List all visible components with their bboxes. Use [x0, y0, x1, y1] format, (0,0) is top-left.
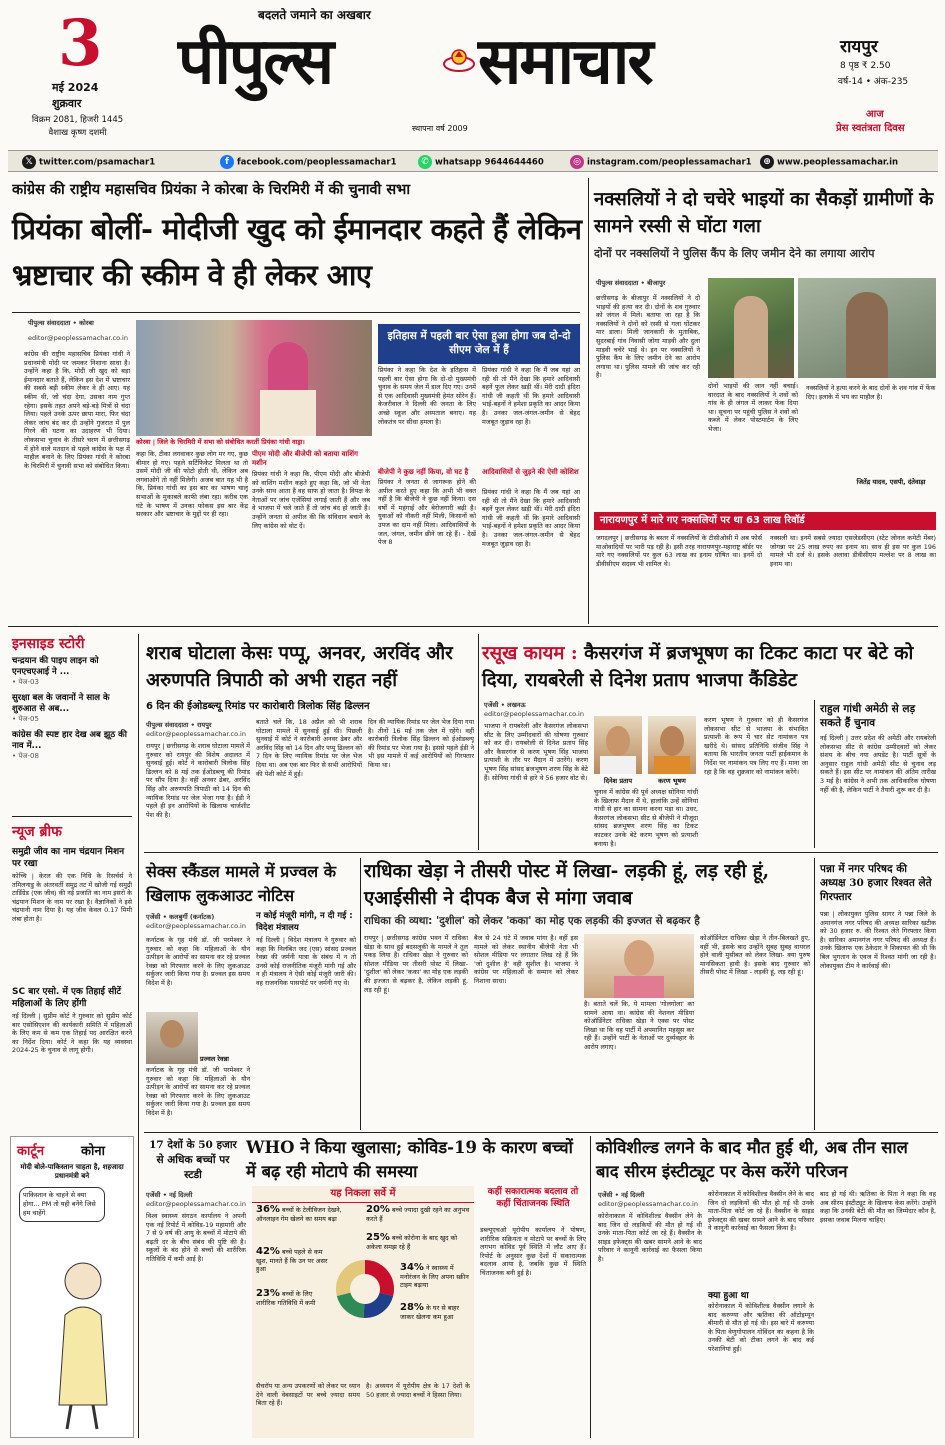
panna-body: पन्ना | लोकायुक्त पुलिस सागर ने पन्ना जिले के अमानगंज नगर परिषद की अध्यक्ष सारिका खटीक को 30 हजार रु. की रिश्वत लेते गिरफ्तार किया है। सारिका अमानगंज नगर परिषद की अध्यक्ष हैं। उनके खिलाफ एक ठेकेदार ने शिकायत की थी कि बिल भुगतान के एवज में रिश्वत मांगी जा रही है। लोकायुक्त टीम ने कार्रवाई की।: [820, 910, 936, 970]
naxal-byline: पीपुल्स संवाददाता • बीजापुर: [596, 279, 666, 287]
brij-photo-1-caption: दिनेश प्रताप: [603, 777, 633, 785]
prajwal-side-head: न कोई मंजूरी मांगी, न दी गई : विदेश मंत्रालय: [256, 911, 353, 933]
instagram-icon: ◎: [570, 155, 584, 169]
lead-body-col5: प्रियंका गांधी ने कहा कि मैं जब यहां आ रही थी तो मैंने देखा कि हमारे आदिवासी बहनें फूल लेकर खड़ी थीं। मेरी दादी इंदिरा गांधी जी कहती थीं कि हमारे आदिवासी भाई-बहनों ने हमेशा प्रकृति का आदर किया है। उनका जल-जंगल-जमीन से बेहद मजबूत जुड़ाव रहा है।: [482, 366, 580, 426]
brij-headline-block: [482, 640, 936, 694]
survey-stat: [256, 1290, 330, 1307]
panna-headline: पन्ना में नगर परिषद की अध्यक्ष 30 हजार रिश्वत लेते गिरफ्तार: [820, 863, 932, 903]
weekday: शुक्रवार: [52, 97, 82, 110]
podium: [260, 390, 316, 436]
founded: स्थापना वर्ष 2009: [412, 124, 468, 133]
covishield-headline: कोविशील्ड लगने के बाद मौत हुई थी, अब तीन साल बाद सीरम इंस्टीट्यूट पर केस करेंगे परिजन: [596, 1138, 908, 1181]
health-box-head: कहीं सकारात्मक बदलाव तो कहीं चिंताजनक स्थिति: [487, 1187, 579, 1209]
website-url: www.peoplessamachar.in: [776, 157, 899, 168]
naxal-body-col2: दोनों भाइयों की जान नहीं बचाई। वारदात के बाद नक्सलियों ने शवों को गांव के ही जंगल में लाकर फेंक दिया था। सूचना पर पहुंची पुलिस ने शवों को कब्जे में लेकर पोस्टमार्टम के लिए भेजा।: [708, 382, 798, 433]
instagram-handle: instagram.com/peoplessamachar1: [586, 157, 752, 168]
social-bar: [8, 150, 938, 172]
brij-headline: कैसरगंज में ब्रजभूषण का टिकट काटा पर बेटे को दिया, रायबरेली से दिनेश प्रताप भाजपा कैंडिडेट: [482, 643, 914, 691]
samvat: विक्रम 2081, हिजरी 1445: [31, 115, 124, 125]
lead-subhead: पीएम मोदी और बीजेपी को बताया वाशिंग मशीन: [252, 450, 358, 467]
radhika-body-col3: है। बताते चलें कि, ये मामला 'गोलगोला' का सामने आया था। कांग्रेस की नेशनल मीडिया कोऑर्डिनेटर राधिका खेड़ा ने एक्स पर पोस्ट लिखा था कि वह पार्टी में अपमानित महसूस कर रही हैं। उन्होंने पार्टी के नेताओं पर दुर्व्यवहार के आरोप लगाए।: [584, 1000, 694, 1051]
radhika-body-col4: कोऑर्डिनेटर राधिका खेड़ा ने तीन-बिलखते हुए, वहीं भी, इसके बाद उन्होंने सुबह सुबह वायरल होने वाली मुसीबत को लेकर लिखा- क्या पुरुष मानसिकता हावी है। इसके बाद गुरुवार को तीसरी पोस्ट में लिखा - लड़की हूं, लड़ रही हूं।: [700, 934, 810, 977]
brief-1-body: कोच्चि | केरल की एक निधि के रिसर्चर्स ने तमिलनाडु के अंतरवर्ती समुद्र तट में खोजी गई समुद्री टार्डिग्रेड (एक जीव) की नई प्रजाति का नाम इसरो के चंद्रयान मिशन के नाम पर रखा है। वैज्ञानिकों ने इसे चंद्रयानी नाम दिया है। यह जीव केवल 0.17 मिमी लंबा होता है।: [12, 872, 132, 923]
victim-figure-1: [734, 296, 768, 378]
news-brief-label: न्यूज ब्रीफ: [12, 824, 62, 840]
survey-stat: [256, 1206, 356, 1223]
title-right: समाचार: [478, 24, 652, 99]
inside-story-title: चन्द्रयान की पाइप लाइन को एनएचएआई ने ...: [12, 656, 99, 677]
twitter-handle: twitter.com/psamachar1: [38, 157, 156, 168]
volume: वर्ष-14 • अंक-235: [838, 77, 909, 87]
instagram-link[interactable]: [570, 155, 752, 169]
naxal-photo-2: [798, 278, 936, 378]
brief-2-head: SC बार एसो. में एक तिहाई सीटें महिलाओं के लिए होंगी: [12, 987, 122, 1009]
cartoon-corner: कोना: [81, 1144, 105, 1159]
today-label: आज: [866, 109, 884, 120]
survey-stat-text: ने स्वास्थ्य में मनोरंजन के लिए अपना स्क्रीन टाइम बढ़ाया: [400, 1264, 469, 1289]
brij-body-col2: चुनाव में कांग्रेस की पूर्व अध्यक्ष सोनिया गांधी के खिलाफ मैदान में थे, हालांकि उन्हें सोनिया गांधी से हार का सामना करना पड़ा था। उधर, कैसरगंज लोकसभा सीट से बीजेपी ने मौजूदा सांसद ब्रजभूषण शरण सिंह का टिकट काटकर उनके बेटे करण भूषण को प्रत्याशी बनाया है।: [594, 788, 698, 848]
inside-story-item[interactable]: [12, 730, 132, 761]
survey-stat-pct: 23%: [256, 1288, 280, 1299]
candidate-face-1: [606, 726, 630, 756]
brief-1-head: समुद्री जीव का नाम चंद्रयान मिशन पर रखा: [12, 847, 125, 869]
lead-subhead-2: बीजेपी ने कुछ नहीं किया, वो घट है: [378, 468, 469, 476]
prajwal-body-col2: नई दिल्ली | विदेश मंत्रालय ने गुरुवार को कहा कि निलंबित जद (एस) सांसद प्रज्वल रेवन्ना की जर्मनी यात्रा के संबंध में न तो उनसे कोई राजनीतिक मंजूरी मांगी गई और न ही मंत्रालय ने ऐसी कोई मंजूरी जारी की। वह राजनयिक पासपोर्ट पर जर्मनी गए थे।: [256, 936, 356, 987]
liquor-headline: शराब घोटाला केसः पप्पू, अनवर, अरविंद और अरुणपति त्रिपाठी को अभी राहत नहीं: [146, 643, 453, 691]
rahul-side-body: नई दिल्ली | उत्तर प्रदेश की अमेठी और रायबरेली लोकसभा सीट से कांग्रेस उम्मीदवारों को लेकर संशय के बीच नया अपडेट है। पार्टी सूत्रों के अनुसार राहुल गांधी अमेठी सीट से चुनाव लड़ सकते हैं। इस सीट पर नामांकन की अंतिम तारीख 3 मई है। कांग्रेस ने अभी तक आधिकारिक घोषणा नहीं की है, लेकिन पार्टी ने तैयारी शुरू कर दी है।: [820, 734, 936, 794]
covishield-body-col2: कोरोनाकाल में कोविशील्ड वैक्सीन लगाने के बाद करुण्या और ऋतिका की ऑटोइम्यून बीमारी से मौत हो गई थी। इस बारे में करुण्या के पिता वेणुगोपालन गोविंदन का कहना है कि उनकी बेटी को टीका लगने के बाद कई परेशानियां हुईं।: [708, 1302, 814, 1353]
prajwal-body-col1b: कर्नाटक के गृह मंत्री डॉ. जी परमेश्वर ने गुरुवार को कहा कि महिलाओं के यौन उत्पीड़न के आरोपों का सामना कर रहे प्रज्वल रेवन्ना को गिरफ्तार करने के लिए लुकआउट सर्कुलर जारी किया गया है। प्रज्वल इस समय विदेश में है।: [146, 1066, 250, 1117]
day-number: 3: [58, 6, 103, 81]
naxal-strip-body: जगदलपुर | छत्तीसगढ़ के बस्तर में नक्सलियों के टीसीओसी में अब फोर्स माओवादियों पर भारी पड़ रही है। इसी तरह नारायणपुर-महाराष्ट्र बॉर्डर पर मारे गए नक्सलियों पर कुल 63 लाख का इनाम घोषित था। इनमें दो डीवीसीएम सदस्य भी शामिल थे।: [596, 534, 762, 568]
prajwal-email: editor@peoplessamachar.co.in: [146, 922, 246, 930]
naxal-side-caption: नक्सलियों ने हत्या करने के बाद दोनों के शव गांव में फेंक दिए। इलाके में भय का माहौल है।: [806, 384, 936, 401]
lead-body-col4: प्रियंका ने जनता से जागरूक होने की अपील करते हुए कहा कि अभी भी वक्त नहीं है कि बीजेपी ने कुछ नहीं किया। दस वर्षों में महंगाई और बेरोजगारी बढ़ी है। युवाओं को नौकरी नहीं मिली, किसानों को उपज का दाम नहीं मिला। आदिवासियों के जल, जंगल, जमीन छीने जा रहे हैं। - देखें पेज 8: [378, 478, 476, 547]
brij-photo-2: [648, 716, 696, 774]
lead-body-col6: प्रियंका गांधी ने कहा कि मैं जब यहां आ रही थी तो मैंने देखा कि हमारे आदिवासी बहनें फूल लेकर खड़ी थीं। मेरी दादी इंदिरा गांधी जी कहती थीं कि हमारे आदिवासी भाई-बहनों ने हमेशा प्रकृति का आदर किया है। उनका जल-जंगल-जमीन से बेहद मजबूत जुड़ाव रहा है।: [482, 488, 580, 548]
inside-story-page: • पेज-05: [12, 715, 39, 723]
survey-stat-text: बच्चे ज्यादा दुखी रहने का अनुभव करते हैं: [366, 1206, 470, 1223]
whatsapp-link[interactable]: [418, 155, 544, 169]
inside-story-title: कांग्रेस की स्पष्ट हार देख अब झूठ की नाव में...: [12, 730, 127, 751]
health-box: [480, 1186, 586, 1438]
brij-body-col3: करण भूषण ने गुरुवार को ही कैसरगंज लोकसभा सीट से भाजपा के संभावित प्रत्याशी के रूप में चार सेट नामांकन पत्र खरीदे थे। सांसद प्रतिनिधि संजीव सिंह ने बताया कि भारतीय जनता पार्टी हाईकमान के निर्देश पर नामांकन पत्र लिए गए हैं। माना जा रहा है कि वह शुक्रवार को नामांकन करेंगे।: [704, 716, 808, 776]
prajwal-photo: [146, 1012, 198, 1064]
candidate-body-1: [600, 756, 636, 774]
today-event: प्रेस स्वतंत्रता दिवस: [836, 123, 905, 134]
victim-figure-2: [846, 292, 888, 378]
cartoon-label: कार्टून: [17, 1144, 45, 1159]
website-link[interactable]: [760, 155, 898, 169]
lead-email: editor@peoplessamachar.co.in: [28, 334, 128, 342]
prajwal-body-col1: कर्नाटक के गृह मंत्री डॉ. जी परमेश्वर ने गुरुवार को कहा कि महिलाओं के यौन उत्पीड़न के आरोपों का सामना कर रहे प्रज्वल रेवन्ना को गिरफ्तार करने के लिए लुकआउट सर्कुलर जारी किया गया है। प्रज्वल इस समय विदेश में है।: [146, 936, 250, 987]
radhika-headline: राधिका खेड़ा ने तीसरी पोस्ट में लिखा- लड़की हूं, लड़ रही हूं, एआईसीसी ने दीपक बैज से मांगा जवाब: [364, 861, 770, 909]
survey-stat-pct: 25%: [366, 1232, 390, 1243]
inside-story-label: इनसाइड स्टोरी: [12, 636, 85, 652]
brij-photo-2-caption: करण भूषण: [658, 777, 686, 785]
lead-body-col1: कांग्रेस की राष्ट्रीय महासचिव प्रियंका गांधी ने प्रधानमंत्री मोदी पर जमकर निशाना साधा है। उन्होंने कहा है कि, मोदी जी खुद को बड़ा ईमानदार बताते हैं, लेकिन इस देश में भ्रष्टाचार की सबसे बड़ी स्कीम लेकर वे ही आए। यह स्कीम थी, जो चंदा देगा, उसका नाम गुप्त रहेगा। इसके तहत अपने बड़े-बड़े मित्रों से चंदा लिया। पहले उनके ऊपर छापा मारा, फिर चंदा लेकर जांच बंद कर दी उन्होंने गुजरात में पुल गिरने की घटना का उदाहरण भी दिया। लोकसभा चुनाव के तीसरे चरण में छत्तीसगढ़ में होने वाले मतदान से पहले कांग्रेस के पक्ष में माहौल बनाने के लिए प्रियंका गांधी ने कोरबा के चिरमिरी में चुनावी सभा को संबोधित किया।: [24, 350, 130, 470]
facebook-handle: facebook.com/peoplessamachar1: [236, 157, 397, 168]
whatsapp-number: whatsapp 9644644460: [434, 157, 544, 168]
brij-byline: एजेंसी • लखनऊ: [484, 701, 526, 709]
survey-stat: [256, 1248, 330, 1274]
liquor-deck: 6 दिन की ईओडब्ल्यू रिमांड पर कारोबारी त्रिलोक सिंह ढिल्लन: [146, 701, 370, 712]
covishield-body-col1: कोरोनाकाल में कोविशील्ड वैक्सीन लेने के बाद जिन दो लड़कियों की मौत हो गई थी उनके माता-पिता कोर्ट जा रहे हैं। वैक्सीन के साइड इफेक्ट्स की खबर सामने आने के बाद परिवार ने कानूनी कार्रवाई का फैसला किया है।: [598, 1212, 702, 1263]
lead-byline: पीपुल्स संवाददाता • कोरबा: [28, 319, 94, 327]
liquor-email: editor@peoplessamachar.co.in: [146, 730, 246, 738]
naxal-headline: नक्सलियों ने दो चचेरे भाइयों का सैकड़ों ग्रामीणों के सामने रस्सी से घोंटा गला: [594, 189, 934, 237]
radhika-body: [614, 976, 664, 998]
who-body: विश्व स्वास्थ्य संगठन कार्यालय ने अपनी एक नई रिपोर्ट में कोविड-19 महामारी और 7 से 9 वर्ष की आयु के बच्चों में मोटापे की बढ़ती दर के बीच संबंध की पुष्टि की है। स्कूलों के बंद होने से बच्चों की शारीरिक गतिविधि में कमी आई है।: [146, 1212, 246, 1263]
inside-story-item[interactable]: [12, 693, 132, 724]
rahul-side-head: राहुल गांधी अमेठी से लड़ सकते हैं चुनाव: [820, 703, 916, 729]
survey-note: सैचरॉप या अन्य उपकरणों को लेकर पर ध्यान देने वाली वेबसाइटों पर बच्चे ज्यादा समय बिता रहे हैं।: [256, 1382, 360, 1408]
brief-2-body: नई दिल्ली | सुप्रीम कोर्ट ने गुरुवार को सुप्रीम कोर्ट बार एसोसिएशन की कार्यकारी समिति में महिलाओं के लिए कम से कम एक तिहाई पद आरक्षित करने का निर्देश दिया। कोर्ट ने कहा कि यह व्यवस्था 2024-25 के चुनाव से लागू होगी।: [12, 1012, 132, 1055]
survey-stat-text: बच्चों के लिए शारीरिक गतिविधि में कमी: [256, 1290, 316, 1307]
radhika-face: [624, 940, 654, 976]
who-email: editor@peoplessamachar.co.in: [146, 1200, 246, 1208]
lead-subhead-3: आदिवासियों से जुड़ने की ऐसी कोशिश: [482, 468, 579, 476]
facebook-link[interactable]: [220, 155, 397, 169]
lead-body-col2: कहा कि, टीका लगवाकर कुछ लोग मर गए, कुछ बीमार हो गए। पहले सर्टिफिकेट मिलता था तो उसमें मोदी जी की फोटो होती थी, लेकिन अब लगवाओगे तो नहीं मिलेगी। अजब बात यह भी है कि, प्रियंका गांधी का इस बार का भाषण चालू सभाओं के मुकाबले काफी लंबा रहा। करीब एक घंटे के भाषण में उनका फोकस इस बार केंद्र सरकार और भ्रष्टाचार के मुद्दों पर ही रहा।: [136, 450, 248, 519]
survey-stat: [400, 1304, 470, 1321]
inside-story-item[interactable]: [12, 656, 132, 687]
health-box-body: डब्ल्यूएचओ यूरोपीय कार्यालय ने पोषण, शारीरिक सक्रियता व मोटापे पर बच्चों के लिए लगभग कोविड पूर्व स्थिति में लौट आए हैं। रिपोर्ट के अनुसार कुछ देशों में सकारात्मक बदलाव आया है, जबकि कुछ में स्थिति चिंताजनक बनी हुई है।: [480, 1226, 586, 1277]
who-byline: एजेंसी • नई दिल्ली: [146, 1191, 193, 1199]
lead-photo: [136, 320, 372, 436]
cartoon-speech: मोदी बोले-पाकिस्तान चाहता है, शहजादा प्रधानमंत्री बने: [20, 1163, 124, 1180]
pages-price: 8 पृष्ठ ₹ 2.50: [840, 61, 891, 71]
whatsapp-icon: ✆: [418, 155, 432, 169]
lead-kicker: कांग्रेस की राष्ट्रीय महासचिव प्रियंका ने कोरबा के चिरमिरी में की चुनावी सभा: [12, 182, 411, 198]
naxal-strip-body-2: नक्सली था। इनमें सबसे ज्यादा एसजेडसीएम (स्टेट जोनल कमेटी मेंबर) जोगन्ना पर 25 लाख रुपए का इनाम था। साथ ही इस पर कुल 196 मामले भी दर्ज थे। इसके अलावा डीवीसीएम मल्लेश पर 8 लाख का इनाम था।: [770, 534, 936, 568]
inside-story-page: • पेज-03: [12, 678, 39, 686]
survey-stat-text: बच्चे पहले से कम खुश, मानते हैं कि उन पर असर हुआ: [256, 1248, 328, 1273]
liquor-body-col3: दिन की न्यायिक रिमांड पर जेल भेज दिया गया है। तीनों 16 मई तक जेल में रहेंगे। वहीं कारोबारी त्रिलोक सिंह ढिल्लन को ईओडब्ल्यू की रिमांड पर भेजा गया है। इससे पहले ईडी ने भी इस मामले में कई आरोपियों को गिरफ्तार किया था।: [368, 718, 474, 769]
survey-stat-pct: 28%: [400, 1302, 424, 1313]
liquor-body-col1: रायपुर | छत्तीसगढ़ के शराब घोटाला मामले में गुरुवार को रायपुर की विशेष अदालत में सुनवाई हुई। कोर्ट ने कारोबारी त्रिलोक सिंह ढिल्लन को 8 मई तक ईओडब्ल्यू की रिमांड पर सौंप दिया है। वहीं अनवर ढेबर, अरविंद सिंह और अरुणपति त्रिपाठी को 14 दिन की न्यायिक रिमांड पर जेल भेजा गया है। ईडी ने पहले ही इन आरोपियों के खिलाफ चार्जशीट पेश की है।: [146, 742, 250, 819]
who-side-head: 17 देशों के 50 हजार से अधिक बच्चों पर स्टडी: [149, 1139, 237, 1181]
brij-kicker: रसूख कायम :: [482, 643, 578, 664]
prajwal-face: [160, 1020, 184, 1048]
covishield-body-col3: बाद हो गई थी। ऋतिका के पिता ने कहा कि वह अब सीरम इंस्टीट्यूट के खिलाफ केस करेंगे। उन्होंने कहा कि उनकी बेटी की मौत का जिम्मेदार कौन है, इसका जवाब मिलना चाहिए।: [820, 1190, 936, 1224]
liquor-body-col2: बताते चलें कि, 18 अप्रैल को भी शराब घोटाला मामले में सुनवाई हुई थी। पिछली सुनवाई में कोर्ट ने कारोबारी अनवर ढेबर और अरविंद सिंह को 14 दिन और पप्पू ढिल्लन को 7 दिन के लिए न्यायिक रिमांड पर जेल भेज दिया था। अब एक बार फिर से सभी आरोपियों की पेशी कोर्ट में हुई।: [256, 718, 362, 778]
naxal-body-col1: छत्तीसगढ़ के बीजापुर में नक्सलियों ने दो भाइयों की हत्या कर दी। दोनों के शव गुरुवार को जंगल में मिले। बताया जा रहा है कि नक्सलियों ने दोनों को रस्सी से गला घोंटकर मार डाला। मिली जानकारी के मुताबिक, सुदरबाई गांव निवासी जोगा माड़वी और दुला माड़वी चचेरे भाई थे। इन पर नक्सलियों ने पुलिस कैंप के लिए जमीन देने का आरोप लगाया था। पुलिस मामले की जांच कर रही है।: [596, 294, 700, 380]
lead-inset-body: प्रियंका ने कहा कि देश के इतिहास में पहली बार ऐसा होगा कि दो-दो मुख्यमंत्री चुनाव के समय जेल में डाल दिए गए। उनमें से एक आदिवासी मुख्यमंत्री हेमंत सोरेन हैं। केजरीवाल ने दिल्ली की जनता के लिए अच्छे स्कूल और अस्पताल बनाए। यह लोकतंत्र पर सीधा हमला है।: [378, 366, 476, 426]
tagline: बदलते जमाने का अखबार: [258, 8, 371, 22]
naxal-strip-head: नारायणपुर में मारे गए नक्सलियों पर था 63 लाख रिवॉर्ड: [594, 512, 936, 530]
survey-stat-text: के घर से बाहर जाकर खेलना कम हुआ: [400, 1304, 460, 1321]
covishield-body-col2-top: कोरोनाकाल में कोविशील्ड वैक्सीन लेने के बाद जिन दो लड़कियों की मौत हो गई थी उनके माता-पिता कोर्ट जा रहे हैं। वैक्सीन के साइड इफेक्ट्स की खबर सामने आने के बाद परिवार ने कानूनी कार्रवाई का फैसला किया है।: [708, 1190, 814, 1233]
survey-stat-pct: 36%: [256, 1204, 280, 1215]
liquor-byline: पीपुल्स संवाददाता • रायपुर: [146, 721, 212, 729]
month-year: मई 2024: [52, 81, 99, 94]
survey-stat: [400, 1264, 470, 1290]
survey-stat-text: बच्चों के टेलीविजन देखने, ऑनलाइन गेम खेलने का समय बढ़ा: [256, 1206, 342, 1223]
naxal-side-signature: जितेंद्र यादव, एसपी, दंतेवाड़ा: [856, 478, 926, 486]
naxal-photo-1: [708, 278, 794, 378]
twitter-icon: 𝕏: [22, 155, 36, 169]
hindu-date: वैशाख कृष्ण दशमी: [48, 128, 107, 138]
survey-stat: [366, 1234, 470, 1251]
cartoon-bubble: पाकिस्तान के चाहने से क्या होगा... PM तो यही बनेंगे जिसे हम चाहेंगे: [19, 1187, 105, 1222]
survey-note-2: है। अध्ययन में यूरोपीय क्षेत्र के 17 देशों के 50 हजार से ज्यादा बच्चों ने हिस्सा लिया।: [366, 1382, 470, 1399]
city: रायपुर: [840, 37, 878, 57]
who-headline: WHO ने किया खुलासा; कोविड-19 के कारण बच्चों में बढ़ रही मोटापे की समस्या: [246, 1138, 573, 1181]
cartoon-box: [10, 1136, 134, 1438]
prajwal-photo-caption: प्रज्वल रेवन्ना: [200, 1055, 229, 1063]
radhika-body-col1: रायपुर | छत्तीसगढ़ कांग्रेस भवन में राधिका खेड़ा के साथ हुई बदसलूकी के मामले ने तूल पकड़ लिया है। राधिका खेड़ा ने गुरुवार को सोशल मीडिया पर तीसरी पोस्ट में लिखा- 'दुशील' को लेकर 'कका' का मोह एक लड़की की इज्जत से बढ़कर है, लेकिन लड़की हूं, लड़ रही हूं।: [364, 934, 468, 994]
inside-story-title: सुरक्षा बल के जवानों ने साल के शुरुआत से अब...: [12, 693, 110, 714]
title-left: पीपुल्स: [178, 24, 333, 99]
lead-photo-caption: कोरबा | जिले के चिरमिरी में सभा को संबोधित करतीं प्रियंका गांधी वाड्रा।: [136, 438, 305, 446]
survey-box: [252, 1186, 474, 1438]
survey-stat-pct: 34%: [400, 1262, 424, 1273]
globe-icon: ⊕: [760, 155, 774, 169]
survey-stat-text: बच्चे कोरोना के बाद खुद को अकेला समझ रहे हैं: [366, 1234, 458, 1251]
twitter-link[interactable]: [22, 155, 155, 169]
radhika-deck: राधिका की व्यथा: 'दुशील' को लेकर 'कका' का मोह एक लड़की की इज्जत से बढ़कर है: [364, 915, 700, 927]
prajwal-headline: सेक्स स्कैंडल मामले में प्रज्वल के खिलाफ लुकआउट नोटिस: [146, 862, 337, 905]
masthead: [0, 0, 945, 148]
prajwal-byline: एजेंसी • कलबुर्गी (कर्नाटक): [146, 913, 215, 921]
cartoon-figure: [47, 1255, 117, 1431]
covishield-subhead: क्या हुआ था: [708, 1291, 749, 1301]
inside-story-page: • पेज-08: [12, 752, 39, 760]
candidate-face-2: [660, 726, 684, 756]
lead-body-col3: प्रियंका गांधी ने कहा कि, पीएम मोदी और बीजेपी को वाशिंग मशीन कहते हुए कहा कि, जो भी नेता उनके साथ आता है वह साफ हो जाता है। विपक्ष के नेताओं पर जांच एजेंसियां लगाई जाती हैं और जब वे भाजपा में चले जाते हैं तो जांच बंद हो जाती है। उन्होंने जनता से अपील की कि संविधान बचाने के लिए कांग्रेस को वोट दें।: [252, 470, 370, 530]
inside-story-list: [12, 656, 132, 761]
candidate-body-2: [654, 756, 690, 774]
brij-photo-1: [594, 716, 642, 774]
survey-stat: [366, 1206, 470, 1223]
brij-email: editor@peoplessamachar.co.in: [484, 710, 584, 718]
survey-title: यह निकला सर्वे में: [252, 1186, 474, 1203]
facebook-icon: f: [220, 155, 234, 169]
survey-stat-pct: 20%: [366, 1204, 390, 1215]
lead-headline: प्रियंका बोलीं- मोदीजी खुद को ईमानदार कहते हैं लेकिन भ्रष्टाचार की स्कीम वे ही लेकर आए: [12, 212, 582, 292]
covishield-byline: एजेंसी • नई दिल्ली: [598, 1191, 645, 1199]
logo-emblem-icon: [442, 46, 476, 76]
survey-stat-pct: 42%: [256, 1246, 280, 1257]
lead-inset-head: इतिहास में पहली बार ऐसा हुआ होगा जब दो-दो सीएम जेल में हैं: [378, 324, 580, 364]
survey-donut: [334, 1258, 396, 1320]
naxal-deck: दोनों पर नक्सलियों ने पुलिस कैंप के लिए जमीन देने का लगाया आरोप: [594, 247, 875, 260]
covishield-email: editor@peoplessamachar.co.in: [598, 1200, 698, 1208]
radhika-photo: [584, 934, 694, 998]
brij-body-col1: भाजपा ने रायबरेली और कैसरगंज लोकसभा सीट के लिए उम्मीदवारों की घोषणा गुरुवार को कर दी। रायबरेली से दिनेश प्रताप सिंह और कैसरगंज से करण भूषण सिंह भाजपा प्रत्याशी के तौर पर मैदान में उतरेंगे। करण भूषण सिंह सांसद ब्रजभूषण शरण सिंह के बेटे हैं। सोनिया गांधी से हारे थे 56 हजार वोट से।: [484, 722, 588, 782]
radhika-body-col2: बैज से 24 घंटे में जवाब मांगा है। वहीं इस मामले को लेकर स्थानीय बीजेपी नेता भी सोशल मीडिया पर लगातार लिख रहे हैं कि 'जो दुशील है' वही सुशील है। भाजपा ने कांग्रेस पर महिलाओं के सम्मान को लेकर निशाना साधा।: [474, 934, 578, 985]
